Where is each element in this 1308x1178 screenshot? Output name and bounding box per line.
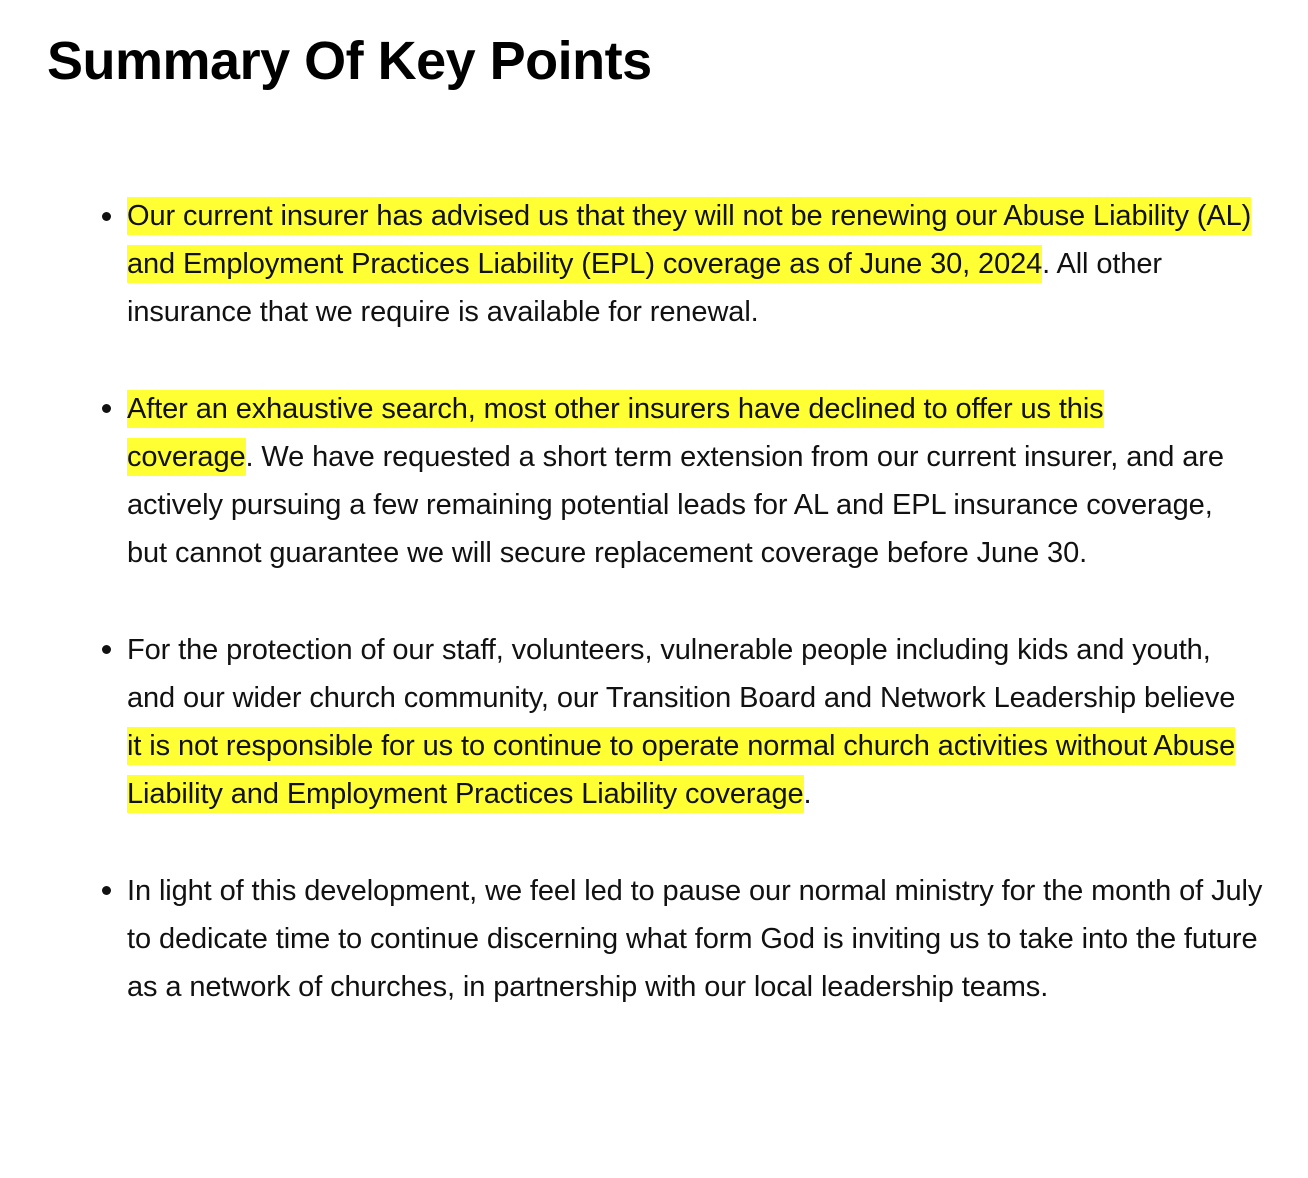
point-text: . We have requested a short term extension from our current insurer, and are actively pursuing a few remaining potential leads for AL and EPL insurance coverage, but cannot guarantee we will secure replacement coverage before June 30. [127,441,1224,570]
point-text: For the protection of our staff, volunteers, vulnerable people including kids and youth, and our wider church community, our Transition Board and Network Leadership believe [127,633,1236,714]
point-text: . [803,778,812,811]
highlighted-text: Our current insurer has advised us that they will not be renewing our Abuse Liability (AL) and Employment Practices Liability (EPL) coverage as of June 30, 2024 [127,197,1251,283]
bullet-icon [102,867,111,915]
bullet-icon [102,626,111,674]
highlighted-text: it is not responsible for us to continue to operate normal church activities without Abuse Liability and Employment Practices Liability coverage [127,727,1235,813]
list-item [127,867,1267,1012]
list-item [127,192,1257,337]
point-text: In light of this development, we feel led to pause our normal ministry for the month of July to dedicate time to continue discerning what form God is inviting us to take into the future as a network of churches, in partnership with our local leadership teams. [127,874,1263,1004]
list-item [127,626,1257,819]
point-text: . All other insurance that we require is available for renewal. [127,248,1162,329]
bullet-icon [102,192,111,240]
key-points-list [127,192,1267,1011]
highlighted-text: After an exhaustive search, most other insurers have declined to offer us this coverage [127,390,1104,476]
list-item [127,385,1237,578]
page-title: Summary Of Key Points [47,31,652,91]
bullet-icon [102,385,111,433]
